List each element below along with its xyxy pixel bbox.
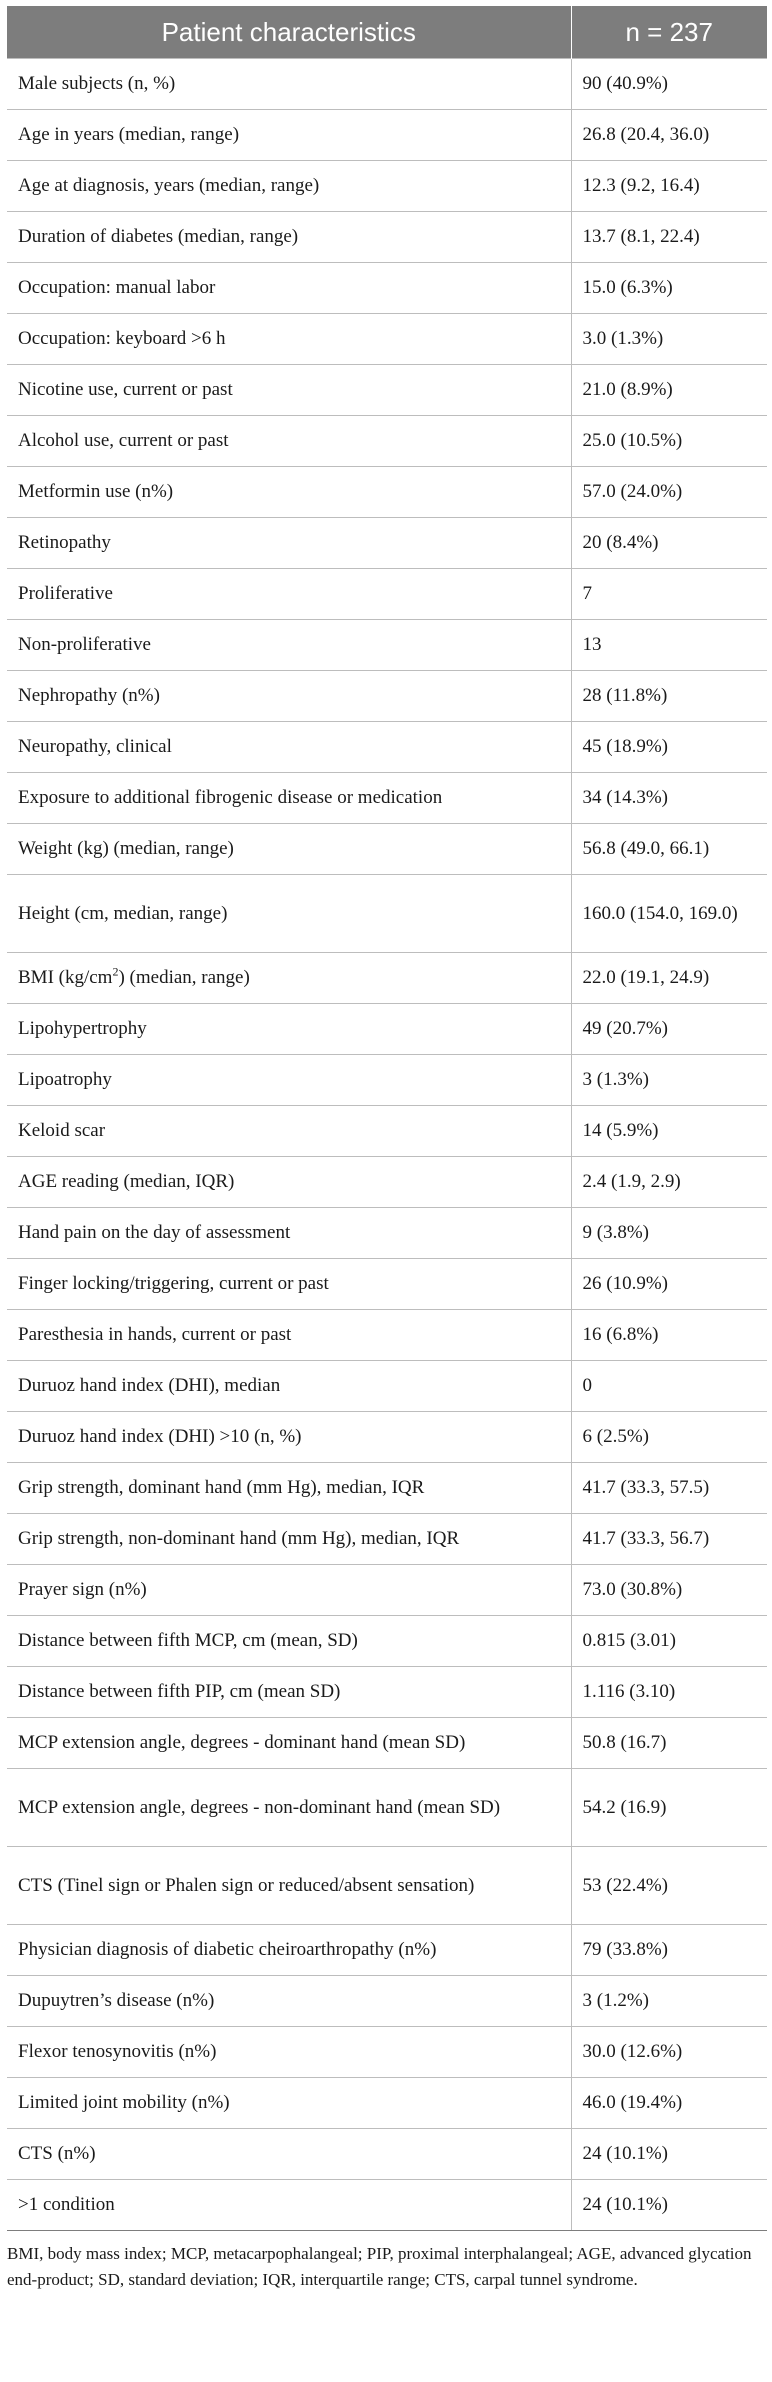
row-value: 0 xyxy=(571,1361,767,1412)
row-label xyxy=(7,2078,571,2129)
row-value: 26.8 (20.4, 36.0) xyxy=(571,110,767,161)
row-label-text: Age at diagnosis, years (median, range) xyxy=(18,175,320,196)
row-label-text: Keloid scar xyxy=(18,1120,106,1141)
table-row xyxy=(7,773,767,824)
row-label-text: CTS (n%) xyxy=(18,2143,96,2164)
row-value: 12.3 (9.2, 16.4) xyxy=(571,161,767,212)
row-value: 49 (20.7%) xyxy=(571,1004,767,1055)
row-label-text: Alcohol use, current or past xyxy=(18,430,229,451)
row-label xyxy=(7,569,571,620)
row-label xyxy=(7,161,571,212)
row-value: 57.0 (24.0%) xyxy=(571,467,767,518)
table-row xyxy=(7,1925,767,1976)
row-value: 54.2 (16.9) xyxy=(571,1769,767,1847)
row-label-text: Nephropathy (n%) xyxy=(18,685,160,706)
row-value: 26 (10.9%) xyxy=(571,1259,767,1310)
table-row xyxy=(7,365,767,416)
row-label xyxy=(7,1718,571,1769)
table-row xyxy=(7,1157,767,1208)
row-value: 1.116 (3.10) xyxy=(571,1667,767,1718)
row-label-text: Physician diagnosis of diabetic cheiroarthropathy (n%) xyxy=(18,1939,437,1960)
row-label xyxy=(7,1565,571,1616)
row-label xyxy=(7,212,571,263)
table-row xyxy=(7,1667,767,1718)
table-row xyxy=(7,2078,767,2129)
row-value: 7 xyxy=(571,569,767,620)
table-row xyxy=(7,416,767,467)
row-value: 13.7 (8.1, 22.4) xyxy=(571,212,767,263)
row-value: 6 (2.5%) xyxy=(571,1412,767,1463)
row-label-text: Prayer sign (n%) xyxy=(18,1579,147,1600)
row-label xyxy=(7,1106,571,1157)
row-label-text: Duruoz hand index (DHI), median xyxy=(18,1375,281,1396)
table-row xyxy=(7,1055,767,1106)
table-row xyxy=(7,110,767,161)
table-row xyxy=(7,314,767,365)
row-label-text: MCP extension angle, degrees - non-dominant hand (mean SD) xyxy=(18,1796,501,1818)
table-row xyxy=(7,620,767,671)
row-value: 9 (3.8%) xyxy=(571,1208,767,1259)
row-label xyxy=(7,1514,571,1565)
row-value: 30.0 (12.6%) xyxy=(571,2027,767,2078)
row-label xyxy=(7,1925,571,1976)
row-label xyxy=(7,1259,571,1310)
row-label-text: Finger locking/triggering, current or past xyxy=(18,1273,329,1294)
row-value: 79 (33.8%) xyxy=(571,1925,767,1976)
row-label xyxy=(7,1157,571,1208)
table-row xyxy=(7,1361,767,1412)
row-label xyxy=(7,1976,571,2027)
row-value: 41.7 (33.3, 56.7) xyxy=(571,1514,767,1565)
table-row xyxy=(7,263,767,314)
row-label-text: Distance between fifth PIP, cm (mean SD) xyxy=(18,1681,341,1702)
row-value: 3.0 (1.3%) xyxy=(571,314,767,365)
row-label xyxy=(7,1769,571,1847)
table-row xyxy=(7,212,767,263)
row-label xyxy=(7,1055,571,1106)
row-label xyxy=(7,875,571,953)
row-label xyxy=(7,671,571,722)
row-value: 3 (1.2%) xyxy=(571,1976,767,2027)
row-value: 46.0 (19.4%) xyxy=(571,2078,767,2129)
row-label xyxy=(7,110,571,161)
table-row xyxy=(7,722,767,773)
row-label-text: Grip strength, non-dominant hand (mm Hg), median, IQR xyxy=(18,1528,460,1549)
row-label-text: Duruoz hand index (DHI) >10 (n, %) xyxy=(18,1426,302,1447)
row-label xyxy=(7,1463,571,1514)
row-label xyxy=(7,365,571,416)
table-row xyxy=(7,59,767,110)
row-value: 56.8 (49.0, 66.1) xyxy=(571,824,767,875)
table-row xyxy=(7,1514,767,1565)
table-row xyxy=(7,1004,767,1055)
row-label-text: Exposure to additional fibrogenic disease or medication xyxy=(18,787,443,808)
row-value: 50.8 (16.7) xyxy=(571,1718,767,1769)
row-label xyxy=(7,314,571,365)
row-value: 0.815 (3.01) xyxy=(571,1616,767,1667)
row-label-text: Weight (kg) (median, range) xyxy=(18,838,234,859)
row-label-text: Neuropathy, clinical xyxy=(18,736,172,757)
row-value: 24 (10.1%) xyxy=(571,2129,767,2180)
table-row xyxy=(7,671,767,722)
row-label xyxy=(7,773,571,824)
row-value: 73.0 (30.8%) xyxy=(571,1565,767,1616)
table-row xyxy=(7,1412,767,1463)
row-label-text: Height (cm, median, range) xyxy=(18,902,228,924)
row-label-text: Non-proliferative xyxy=(18,634,151,655)
row-label-text: Age in years (median, range) xyxy=(18,124,240,145)
table-row xyxy=(7,161,767,212)
table-row xyxy=(7,1847,767,1925)
table-footnote: BMI, body mass index; MCP, metacarpophalangeal; PIP, proximal interphalangeal; AGE, advanced glycation end-product; SD, standard deviation; IQR, interquartile range; CTS, carpal tunnel syndrome. xyxy=(7,2244,752,2289)
row-value: 21.0 (8.9%) xyxy=(571,365,767,416)
row-label xyxy=(7,2180,571,2231)
row-label xyxy=(7,722,571,773)
patient-characteristics-table xyxy=(7,6,767,2231)
row-value: 160.0 (154.0, 169.0) xyxy=(571,875,767,953)
row-value: 24 (10.1%) xyxy=(571,2180,767,2231)
row-label-text: Hand pain on the day of assessment xyxy=(18,1222,291,1243)
row-label xyxy=(7,953,571,1004)
row-label-text: Paresthesia in hands, current or past xyxy=(18,1324,292,1345)
table-row xyxy=(7,953,767,1004)
row-label-text: Lipohypertrophy xyxy=(18,1018,147,1039)
row-label xyxy=(7,1616,571,1667)
row-label xyxy=(7,467,571,518)
row-label xyxy=(7,416,571,467)
row-label xyxy=(7,2129,571,2180)
row-label-text: Limited joint mobility (n%) xyxy=(18,2092,230,2113)
table-row xyxy=(7,875,767,953)
table-row xyxy=(7,1208,767,1259)
row-value: 20 (8.4%) xyxy=(571,518,767,569)
row-value: 2.4 (1.9, 2.9) xyxy=(571,1157,767,1208)
header-count: n = 237 xyxy=(571,6,767,59)
row-value: 34 (14.3%) xyxy=(571,773,767,824)
table-body xyxy=(7,59,767,2231)
row-label xyxy=(7,824,571,875)
table-row xyxy=(7,1106,767,1157)
row-value: 22.0 (19.1, 24.9) xyxy=(571,953,767,1004)
row-value: 45 (18.9%) xyxy=(571,722,767,773)
table-row xyxy=(7,1310,767,1361)
table-header-row xyxy=(7,6,767,59)
row-label xyxy=(7,1004,571,1055)
row-label-text: Lipoatrophy xyxy=(18,1069,112,1090)
row-label xyxy=(7,518,571,569)
table-row xyxy=(7,2129,767,2180)
row-label-text: Flexor tenosynovitis (n%) xyxy=(18,2041,217,2062)
row-label-text: Retinopathy xyxy=(18,532,111,553)
table-row xyxy=(7,1259,767,1310)
row-label xyxy=(7,620,571,671)
row-value: 16 (6.8%) xyxy=(571,1310,767,1361)
table-row xyxy=(7,824,767,875)
row-label-text: >1 condition xyxy=(18,2194,115,2215)
row-label-text: BMI (kg/cm xyxy=(18,967,113,988)
row-label-text: Grip strength, dominant hand (mm Hg), median, IQR xyxy=(18,1477,425,1498)
header-characteristics: Patient characteristics xyxy=(7,6,571,59)
table-row xyxy=(7,518,767,569)
characteristics-table-container xyxy=(7,6,767,2293)
row-label-text: CTS (Tinel sign or Phalen sign or reduced/absent sensation) xyxy=(18,1874,475,1896)
row-label xyxy=(7,1667,571,1718)
row-label-text: AGE reading (median, IQR) xyxy=(18,1171,235,1192)
row-value: 41.7 (33.3, 57.5) xyxy=(571,1463,767,1514)
row-label-text: Occupation: manual labor xyxy=(18,277,216,298)
row-value: 15.0 (6.3%) xyxy=(571,263,767,314)
row-label-text: Male subjects (n, %) xyxy=(18,73,176,94)
row-value: 53 (22.4%) xyxy=(571,1847,767,1925)
table-row xyxy=(7,467,767,518)
row-label-text: Duration of diabetes (median, range) xyxy=(18,226,299,247)
table-row xyxy=(7,569,767,620)
row-label-suffix: ) (median, range) xyxy=(118,967,250,988)
row-value: 90 (40.9%) xyxy=(571,59,767,110)
row-label xyxy=(7,1208,571,1259)
row-label xyxy=(7,1361,571,1412)
table-row xyxy=(7,1463,767,1514)
row-label-text: Nicotine use, current or past xyxy=(18,379,233,400)
row-value: 14 (5.9%) xyxy=(571,1106,767,1157)
table-row xyxy=(7,1976,767,2027)
row-label xyxy=(7,1310,571,1361)
row-value: 28 (11.8%) xyxy=(571,671,767,722)
row-label xyxy=(7,263,571,314)
table-row xyxy=(7,1565,767,1616)
row-label-text: Distance between fifth MCP, cm (mean, SD) xyxy=(18,1630,358,1651)
table-row xyxy=(7,1769,767,1847)
row-label xyxy=(7,1412,571,1463)
row-value: 3 (1.3%) xyxy=(571,1055,767,1106)
table-row xyxy=(7,1718,767,1769)
table-row xyxy=(7,2027,767,2078)
row-label xyxy=(7,59,571,110)
row-label-text: Dupuytren’s disease (n%) xyxy=(18,1990,215,2011)
row-label-text: Proliferative xyxy=(18,583,113,604)
row-label-text: Metformin use (n%) xyxy=(18,481,174,502)
row-label-text: MCP extension angle, degrees - dominant hand (mean SD) xyxy=(18,1732,466,1753)
row-value: 13 xyxy=(571,620,767,671)
row-value: 25.0 (10.5%) xyxy=(571,416,767,467)
row-label xyxy=(7,1847,571,1925)
row-label-superscript: 2 xyxy=(112,964,119,979)
table-row xyxy=(7,1616,767,1667)
table-row xyxy=(7,2180,767,2231)
row-label xyxy=(7,2027,571,2078)
row-label-text: Occupation: keyboard >6 h xyxy=(18,328,226,349)
